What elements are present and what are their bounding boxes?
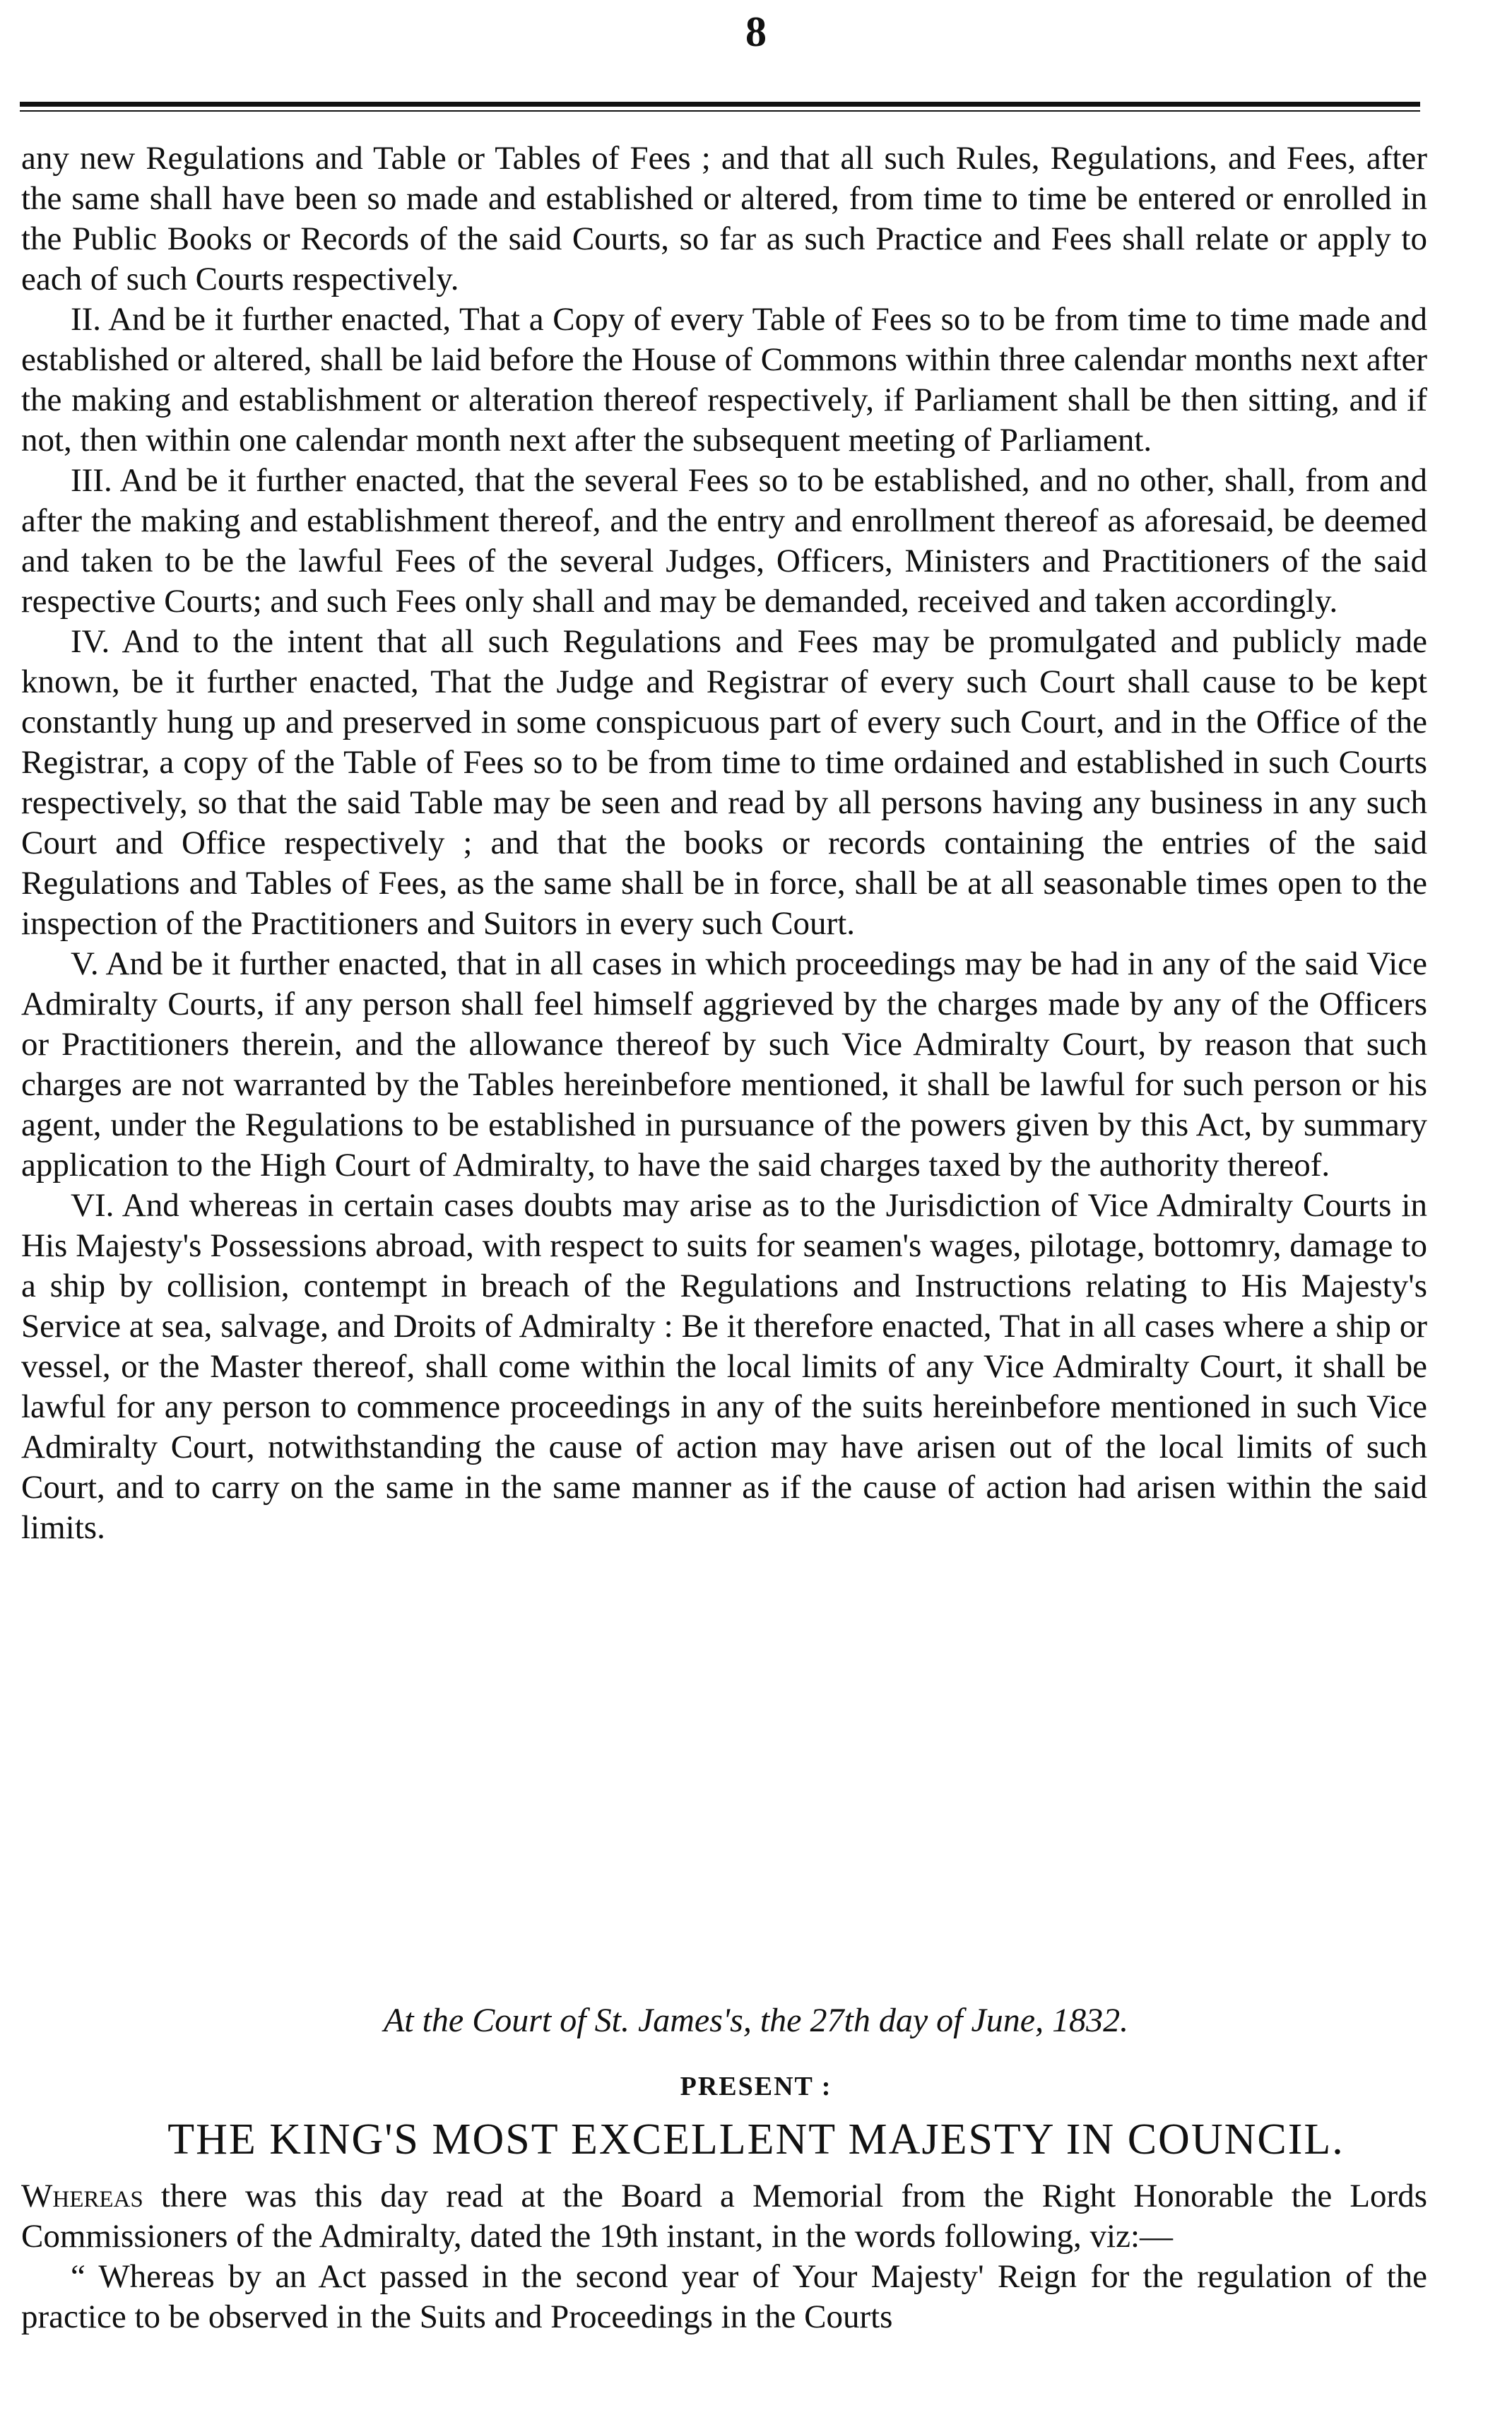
section-ii: II. And be it further enacted, That a Copy of every Table of Fees so to be from time to time made and established or altered, shall be laid before the House of Commons within three calendar months next after the making and establishment or alteration thereof respectively, if Parliament shall be then sitting, and if not, then within one calendar month next after the subsequent meeting of Parliament. [21, 301, 1427, 459]
council-title: THE KING'S MOST EXCELLENT MAJESTY IN COUNCIL. [167, 2115, 1345, 2164]
memorial-quote: “ Whereas by an Act passed in the second year of Your Majesty' Reign for the regulation of the practice to be observed in the Suits and Proceedings in the Courts [21, 2258, 1427, 2335]
section-vi: VI. And whereas in certain cases doubts may arise as to the Jurisdiction of Vice Admiralty Courts in His Majesty's Possessions abroad, with respect to suits for seamen's wages, pilotage, bottomry, damage to a ship by collision, contempt in breach of the Regulations and Instructions relating to His Majesty's Service at sea, salvage, and Droits of Admiralty : Be it therefore enacted, That in all cases where a ship or vessel, or the Master thereof, shall come within the local limits of any Vice Admiralty Court, it shall be lawful for any person to commence proceedings in any of the suits hereinbefore mentioned in such Vice Admiralty Court, notwithstanding the cause of action may have arisen out of the local limits of such Court, and to carry on the same in the same manner as if the cause of action had arisen within the said limits. [21, 1187, 1427, 1546]
section-v: V. And be it further enacted, that in all cases in which proceedings may be had in any of the said Vice Admiralty Courts, if any person shall feel himself aggrieved by the charges made by any of the Officers or Practitioners therein, and the allowance thereof by such Vice Admiralty Court, by reason that such charges are not warranted by the Tables hereinbefore mentioned, it shall be lawful for such person or his agent, under the Regulations to be established in pursuance of the powers given by this Act, by summary application to the High Court of Admiralty, to have the said charges taxed by the authority thereof. [21, 945, 1427, 1184]
court-date-line: At the Court of St. James's, the 27th day of June, 1832. [383, 2002, 1129, 2039]
whereas-lead-word: Whereas [21, 2178, 143, 2214]
act-body [21, 138, 1427, 1548]
present-heading: PRESENT : [680, 2072, 832, 2101]
paragraph-continuation: any new Regulations and Table or Tables of Fees ; and that all such Rules, Regulations, and Fees, after the same shall have been so made and established or altered, from time to time be entered or enrolled in the Public Books or Records of the said Courts, so far as such Practice and Fees shall relate or apply to each of such Courts respectively. [21, 140, 1427, 297]
header-rule-thin [20, 110, 1420, 112]
section-iv: IV. And to the intent that all such Regulations and Fees may be promulgated and publicly made known, be it further enacted, That the Judge and Registrar of every such Court shall cause to be kept constantly hung up and preserved in some conspicuous part of every such Court, and in the Office of the Registrar, a copy of the Table of Fees so to be from time to time ordained and established in such Courts respectively, so that the said Table may be seen and read by all persons having any business in any such Court and Office respectively ; and that the books or records containing the entries of the said Regulations and Tables of Fees, as the same shall be in force, shall be at all seasonable times open to the inspection of the Practitioners and Suitors in every such Court. [21, 623, 1427, 942]
header-rule-thick [20, 102, 1420, 107]
whereas-text: there was this day read at the Board a Memorial from the Right Honorable the Lords Commissioners of the Admiralty, dated the 19th instant, in the words following, viz:— [21, 2178, 1427, 2255]
order-in-council-text [21, 2176, 1427, 2337]
section-iii: III. And be it further enacted, that the several Fees so to be established, and no other, shall, from and after the making and establishment thereof, and the entry and enrollment thereof as aforesaid, be deemed and taken to be the lawful Fees of the several Judges, Officers, Ministers and Practitioners of the said respective Courts; and such Fees only shall and may be demanded, received and taken accordingly. [21, 462, 1427, 620]
whereas-paragraph [21, 2176, 1427, 2257]
page-number: 8 [745, 8, 767, 55]
